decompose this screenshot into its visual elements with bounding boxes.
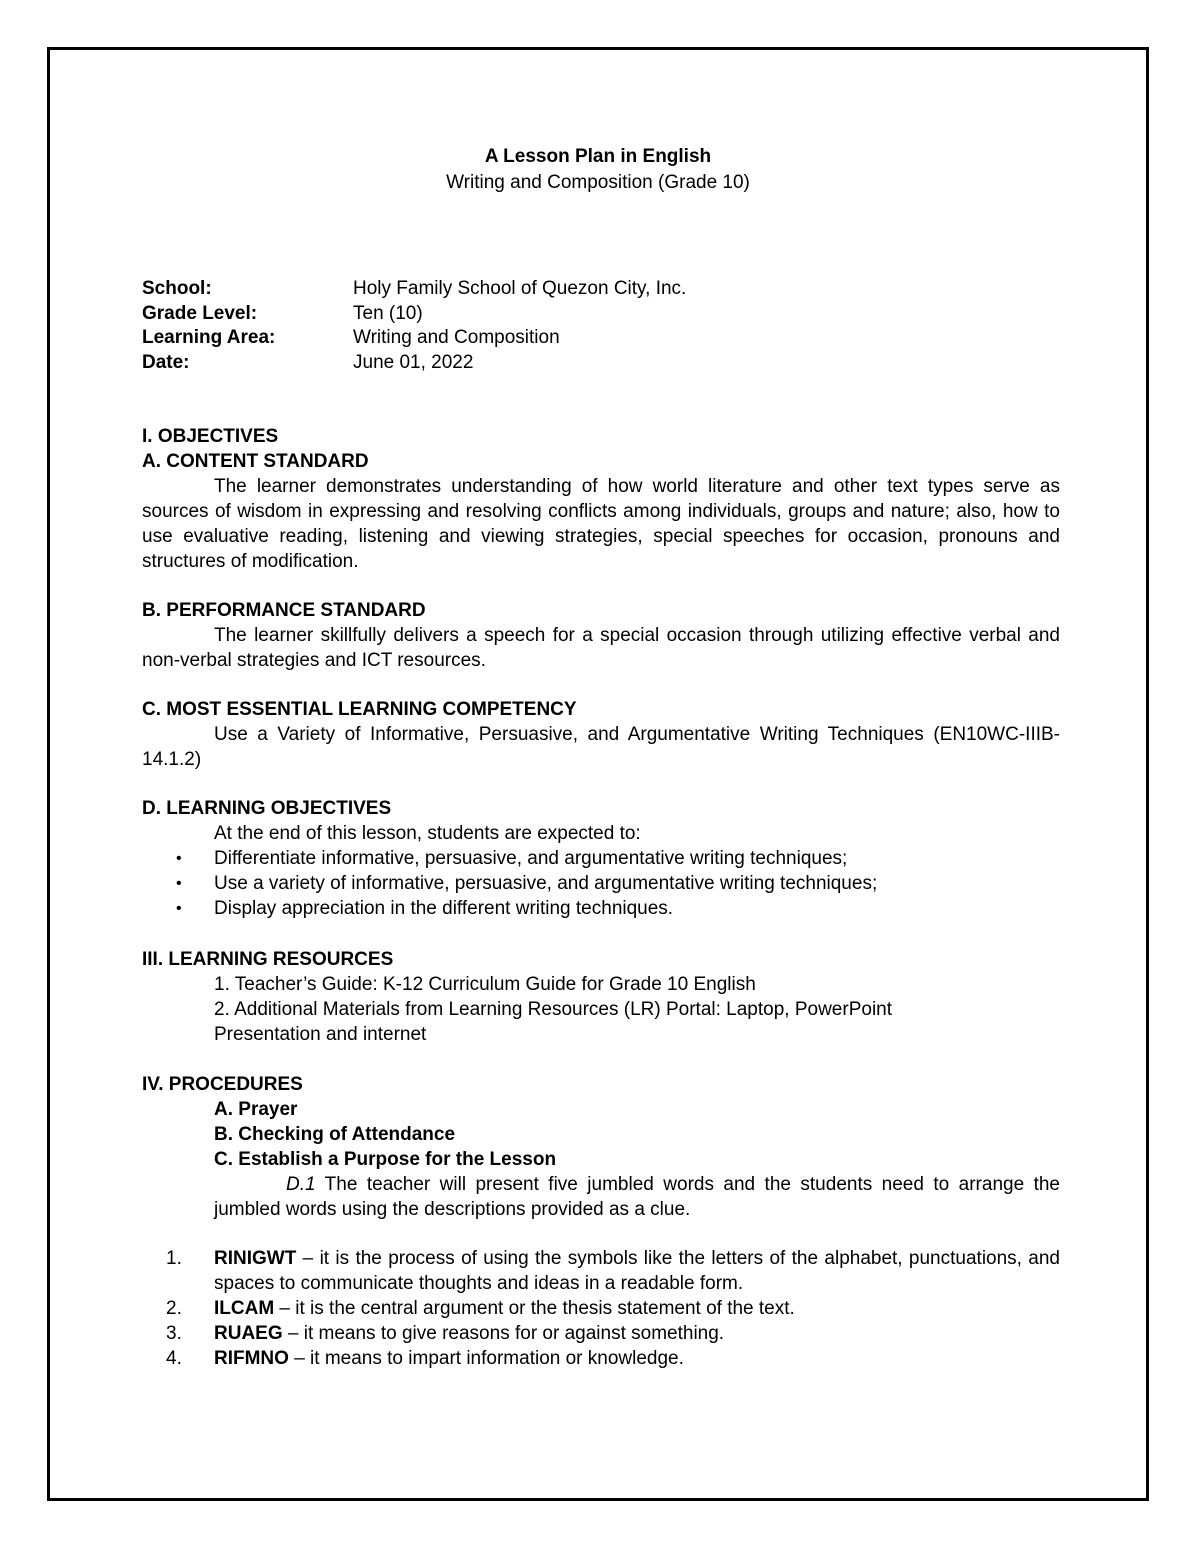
d1-label: D.1 <box>286 1174 316 1195</box>
content-standard-heading: A. CONTENT STANDARD <box>142 451 369 472</box>
meta-date-label: Date: <box>142 352 190 373</box>
competency-text: Use a Variety of Informative, Persuasive, and Argumentative Writing Techniques (EN10WC-IIIB-14.1.2) <box>142 724 1060 770</box>
jumbled-word: RINIGWT <box>214 1248 297 1269</box>
procedure-b: B. Checking of Attendance <box>214 1124 456 1145</box>
list-item: • Display appreciation in the different writing techniques. <box>176 898 674 919</box>
objectives-heading: I. OBJECTIVES <box>142 426 279 447</box>
meta-school-value: Holy Family School of Quezon City, Inc. <box>353 278 687 299</box>
jumbled-word: RIFMNO <box>214 1348 289 1369</box>
resource-item-2-line-1: 2. Additional Materials from Learning Resources (LR) Portal: Laptop, PowerPoint <box>214 999 893 1020</box>
jumbled-word: ILCAM <box>214 1298 275 1319</box>
meta-grade-label: Grade Level: <box>142 303 258 324</box>
page-border <box>47 47 1149 1501</box>
list-item: 1. RINIGWT – it is the process of using the symbols like the letters of the alphabet, punctuations, and spaces to communicate thoughts and ideas in a readable form. <box>166 1248 1060 1294</box>
learning-objectives-heading: D. LEARNING OBJECTIVES <box>142 798 392 819</box>
bullet-icon: • <box>176 850 182 867</box>
list-item: 4. RIFMNO – it means to impart information or knowledge. <box>166 1348 684 1369</box>
document-title: A Lesson Plan in English <box>484 146 712 167</box>
meta-school-label: School: <box>142 278 212 299</box>
meta-area-label: Learning Area: <box>142 327 276 348</box>
procedures-heading: IV. PROCEDURES <box>142 1074 303 1095</box>
resources-heading: III. LEARNING RESOURCES <box>142 949 394 970</box>
performance-standard-text: The learner skillfully delivers a speech for a special occasion through utilizing effective verbal and non-verbal strategies and ICT resources. <box>142 625 1060 671</box>
list-item: • Differentiate informative, persuasive, and argumentative writing techniques; <box>176 848 848 869</box>
bullet-icon: • <box>176 900 182 917</box>
document-subtitle: Writing and Composition (Grade 10) <box>446 172 750 193</box>
learning-objectives-intro: At the end of this lesson, students are expected to: <box>214 823 641 844</box>
meta-date-value: June 01, 2022 <box>353 352 474 373</box>
meta-area-value: Writing and Composition <box>353 327 560 348</box>
jumbled-word: RUAEG <box>214 1323 283 1344</box>
procedure-a: A. Prayer <box>214 1099 298 1120</box>
list-item: • Use a variety of informative, persuasive, and argumentative writing techniques; <box>176 873 878 894</box>
resource-item-2-line-2: Presentation and internet <box>214 1024 427 1045</box>
procedure-c: C. Establish a Purpose for the Lesson <box>214 1149 557 1170</box>
competency-heading: C. MOST ESSENTIAL LEARNING COMPETENCY <box>142 699 577 720</box>
list-item: 3. RUAEG – it means to give reasons for or against something. <box>166 1323 725 1344</box>
performance-standard-heading: B. PERFORMANCE STANDARD <box>142 600 426 621</box>
list-item: 2. ILCAM – it is the central argument or the thesis statement of the text. <box>166 1298 795 1319</box>
procedure-d1 <box>214 1172 1060 1222</box>
meta-grade-value: Ten (10) <box>353 303 423 324</box>
bullet-icon: • <box>176 875 182 892</box>
learning-objectives-list <box>176 846 878 921</box>
d1-text: The teacher will present five jumbled words and the students need to arrange the jumbled words using the descriptions provided as a clue. <box>214 1174 1060 1220</box>
jumbled-words-list <box>166 1246 1060 1371</box>
content-standard-text: The learner demonstrates understanding of how world literature and other text types serve as sources of wisdom in expressing and resolving conflicts among individuals, groups and nature; also, how to use evaluative reading, listening and viewing strategies, special speeches for occasion, pronouns and structures of modification. <box>142 476 1060 572</box>
resource-item-1: 1. Teacher’s Guide: K-12 Curriculum Guide for Grade 10 English <box>214 974 756 995</box>
